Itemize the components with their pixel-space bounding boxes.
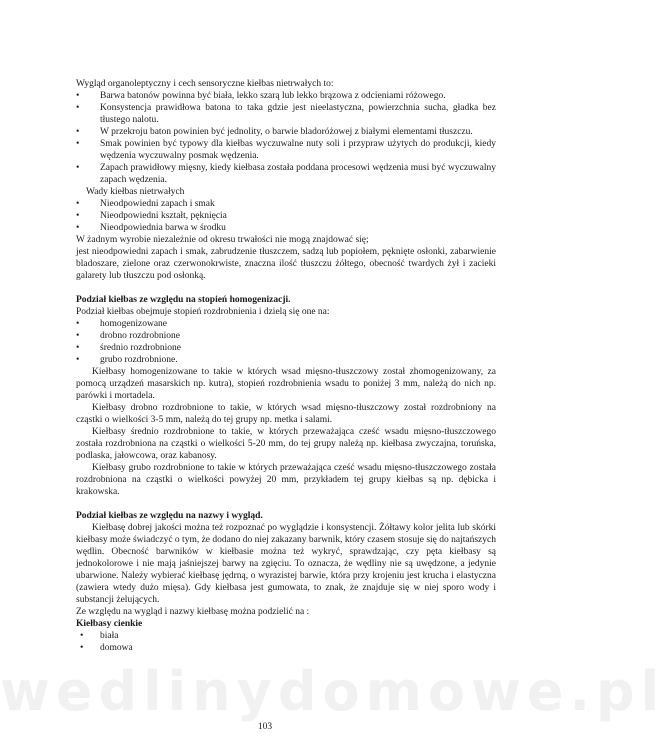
section-intro: Podział kiełbas obejmuje stopień rozdrobnienia i dzielą się one na: [76,307,330,317]
list-item: • Konsystencja prawidłowa batona to taka gdzie jest nieelastyczna, powierzchnia sucha, gładka bez tłustego nalotu. [76,102,496,126]
paragraph-medium: Kiełbasy średnio rozdrobnione to takie, w których przeważająca cześć wsadu mięsno-tłuszczowego została rozdrobniona na cząstki o wielkości 5-20 mm, do tej grupy należą np. kiełbasa zwyczajna, toruńska, podlaska, jałowcowa, oraz kabanosy. [76,427,496,461]
list-item: • Zapach prawidłowy mięsny, kiedy kiełbasa została poddana procesowi wędzenia musi być wyczuwalny zapach wędzenia. [76,162,496,186]
defects-heading: Wady kiełbas nietrwałych [86,187,185,197]
page-number: 103 [257,722,273,732]
homogenization-list [76,318,496,366]
list-item: • Nieodpowiedni zapach i smak [76,198,496,210]
spacer [76,498,496,510]
spacer [76,282,496,294]
list-item: • drobno rozdrobnione [76,330,496,342]
list-item: • grubo rozdrobnione. [76,354,496,366]
list-item: • homogenizowane [76,318,496,330]
defects-note: W żadnym wyrobie niezależnie od okresu trwałości nie mogą znajdować się; [76,235,369,245]
paragraph-coarse: Kiełbasy grubo rozdrobnione to takie w których przeważająca cześć wsadu mięsno-tłuszczowego została rozdrobniona na cząstki o wielkości powyżej 20 mm, przykładem tej grupy kiełbas są np. dębicka i krakowska. [76,463,496,497]
list-item: • Smak powinien być typowy dla kiełbas wyczuwalne nuty soli i przypraw użytych do produkcji, kiedy wędzenia wyczuwalny posmak wędzenia. [76,138,496,162]
paragraph-appearance: Kiełbasę dobrej jakości można też rozpoznać po wyglądzie i konsystencji. Żółtawy kolor jelita lub skórki kiełbasy może świadczyć o tym, że dodano do niej zakazany barwnik, który czasem stosuje się do najtańszych wędlin. Obecność barwników w kiełbasie można też wykryć, sprawdzając, czy pęta kiełbasy są jednokolorowe i nie mają jaśniejszej barwy na zgięciu. To oznacza, że wędliny nie są uwędzone, a jedynie ubarwione. Należy wybierać kiełbasę jędrną, o wyrazistej barwie, która przy krojeniu jest krucha i elastyczna (zawiera wtedy dużo mięsa). Gdy kiełbasa jest gumowata, to znak, że znajduje się w niej sporo wody i substancji żelujących. [76,523,496,605]
intro-line: Wygląd organoleptyczny i cech sensoryczne kiełbas nietrwałych to: [76,79,334,89]
paragraph-homogenized: Kiełbasy homogenizowane to takie w których wsad mięsno-tłuszczowy został zhomogenizowany, za pomocą urządzeń masarskich np. kutra), stopień rozdrobnienia wsadu to poniżej 3 mm, należą do nich np. parówki i mortadela. [76,367,496,401]
subheading-thin-sausages: Kiełbasy cienkie [76,619,143,629]
list-item: • Barwa batonów powinna być biała, lekko szarą lub lekko brązowa z odcieniami różowego. [76,90,496,102]
thin-sausages-list [76,630,496,654]
watermark: wedlinydomowe.pl [0,660,665,723]
defects-description: jest nieodpowiedni zapach i smak, zabrudzenie tłuszczem, sadzą lub popiołem, pęknięte osłonki, zabarwienie bladoszare, zielone oraz czerwonokrwiste, znaczna ilość tłuszczu żółtego, obecność twardych żył i zacieki galarety lub tłuszczu pod osłonką. [76,247,496,281]
paragraph-fine: Kiełbasy drobno rozdrobnione to takie, w których wsad mięsno-tłuszczowy został rozdrobniony na cząstki o wielkości 3-5 mm, należą do tej grupy np. metka i salami. [76,403,496,425]
list-item: • średnio rozdrobnione [76,342,496,354]
list-item: • W przekroju baton powinien być jednolity, o barwie bladoróżowej z białymi elementami tłuszczu. [76,126,496,138]
properties-list [76,90,496,186]
section-heading-homogenization: Podział kiełbas ze względu na stopień homogenizacji. [76,295,291,305]
list-item: • Nieodpowiednia barwa w środku [76,222,496,234]
closing-line: Ze względu na wygląd i nazwy kiełbasę można podzielić na : [76,607,310,617]
defects-list [76,198,496,234]
list-item: • domowa [76,642,496,654]
section-heading-appearance: Podział kiełbas ze względu na nazwy i wygląd. [76,511,263,521]
list-item: • biała [76,630,496,642]
page-content [76,78,496,654]
list-item: • Nieodpowiedni kształt, pęknięcia [76,210,496,222]
